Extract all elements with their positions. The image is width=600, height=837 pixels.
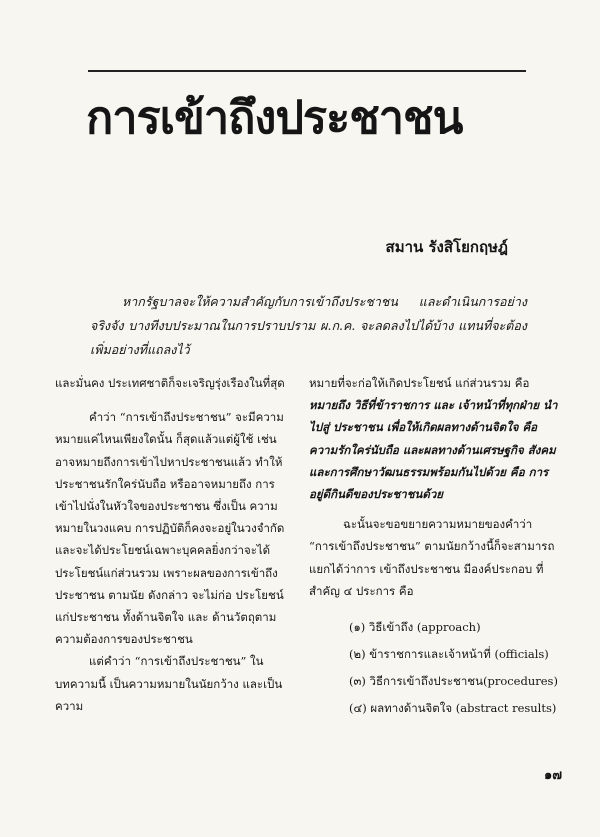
right-para-2: ฉะนั้นจะขอขยายความหมายของคำว่า “การเข้าถึงประชาชน” ตามนัยกว้างนี้ก็จะสามารถแยกได้ว่าการ เข้าถึงประชาชน มีองค์ประกอบ ที่สำคัญ ๔ ประการ คือ bbox=[309, 517, 555, 598]
list-item: (๓) วิธีการเข้าถึงประชาชน(procedures) bbox=[349, 674, 558, 689]
list-item: (๒) ข้าราชการและเจ้าหน้าที่ (officials) bbox=[349, 647, 549, 662]
page-number: ๑๗ bbox=[543, 768, 562, 783]
article-title: การเข้าถึงประชาชน bbox=[86, 91, 463, 144]
lead-text: หากรัฐบาลจะให้ความสำคัญกับการเข้าถึงประชาชน และดำเนินการอย่างจริงจัง บางทีงบประมาณในการปราบปราม ผ.ก.ค. จะลดลงไปได้บ้าง แทนที่จะต้องเพิ่มอย่างที่แถลงไว้ bbox=[90, 294, 527, 357]
component-list bbox=[349, 614, 561, 722]
left-para-3: แต่คำว่า “การเข้าถึงประชาชน” ในบทความนี้ เป็นความหมายในนัยกว้าง และเป็นความ bbox=[55, 654, 283, 713]
right-para-1-bold: หมายถึง วิธีที่ข้าราชการ และ เจ้าหน้าที่ทุกฝ่าย นำไปสู่ ประชาชน เพื่อให้เกิดผลทางด้านจิตใจ คือความรักใคร่นับถือ และผลทางด้านเศรษฐกิจ สังคม และการศึกษาวัฒนธรรมพร้อมกันไปด้วย คือ การอยู่ดีกินดีของประชาชนด้วย bbox=[309, 398, 558, 502]
left-column bbox=[55, 372, 299, 717]
lead-paragraph bbox=[90, 290, 527, 362]
top-rule bbox=[88, 70, 526, 72]
list-item: (๑) วิธีเข้าถึง (approach) bbox=[349, 620, 481, 635]
left-para-1: และมั่นคง ประเทศชาติก็จะเจริญรุ่งเรืองในที่สุด bbox=[55, 376, 285, 390]
left-para-2: คำว่า “การเข้าถึงประชาชน” จะมีความหมายแค่ไหนเพียงใดนั้น ก็สุดแล้วแต่ผู้ใช้ เช่น อาจหมายถึงการเข้าไปหาประชาชนแล้ว ทำให้ประชาชนรักใคร่นับถือ หรืออาจหมายถึง การเข้าไปนั่งในหัวใจของประชาชน ซึ่งเป็น ความหมายในวงแคบ การปฏิบัติก็คงจะอยู่ในวงจำกัด และจะได้ประโยชน์เฉพาะบุคคลยิ่งกว่าจะได้ประโยชน์แก่ส่วนรวม เพราะผลของการเข้าถึงประชาชน ตามนัย ดังกล่าว จะไม่ก่อ ประโยชน์ แก่ประชาชน ทั้งด้านจิตใจ และ ด้านวัตถุตามความต้องการของประชาชน bbox=[55, 410, 285, 647]
right-para-1 bbox=[309, 372, 561, 505]
list-item: (๔) ผลทางด้านจิตใจ (abstract results) bbox=[349, 701, 557, 716]
author-name: สมาน รังสิโยกฤษฎ์ bbox=[385, 238, 508, 256]
right-column bbox=[309, 372, 561, 722]
right-para-1-text: หมายที่จะก่อให้เกิดประโยชน์ แก่ส่วนรวม คือ bbox=[309, 376, 530, 390]
